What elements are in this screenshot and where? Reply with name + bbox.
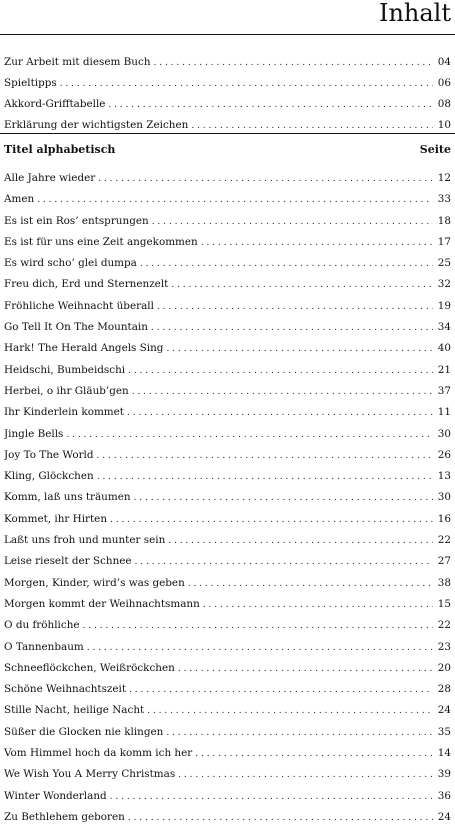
dot-leader (98, 169, 433, 189)
toc-entry-title: Go Tell It On The Mountain (4, 321, 148, 334)
dot-leader (110, 787, 433, 807)
dot-leader (147, 701, 433, 721)
toc-entry (4, 551, 451, 572)
toc-entry-page: 22 (437, 534, 451, 547)
toc-entry-title: Winter Wonderland (4, 789, 107, 802)
toc-entry-title: Laßt uns froh und munter sein (4, 534, 166, 547)
toc-entry-title: Schöne Weihnachtszeit (4, 683, 127, 696)
toc-entry (4, 786, 451, 807)
songs-section-header (4, 141, 451, 159)
dot-leader (154, 53, 433, 73)
toc-entry-title: Herbei, o ihr Gläub’gen (4, 384, 129, 397)
toc-entry (4, 509, 451, 530)
dot-leader (37, 190, 433, 210)
toc-entry-page: 24 (437, 810, 451, 823)
toc-entry-page: 36 (437, 789, 451, 802)
toc-entry-page: 06 (437, 77, 451, 89)
dot-leader (166, 723, 433, 743)
toc-entry (4, 637, 451, 658)
toc-entry-page: 22 (437, 619, 451, 632)
toc-entry-title: Kling, Glöckchen (4, 470, 94, 483)
toc-entry-page: 10 (437, 119, 451, 131)
toc-entry (4, 402, 451, 423)
toc-entry-page: 25 (437, 257, 451, 270)
toc-entry (4, 700, 451, 721)
toc-entry-page: 14 (437, 747, 451, 760)
toc-entry (4, 466, 451, 487)
toc-entry (4, 573, 451, 594)
toc-entry (4, 94, 451, 115)
toc-entry-title: Freu dich, Erd und Sternenzelt (4, 278, 169, 291)
dot-leader (127, 403, 433, 423)
page-title: Inhalt (378, 0, 451, 27)
toc-entry-page: 30 (437, 427, 451, 440)
dot-leader (108, 95, 433, 115)
dot-leader (178, 765, 433, 785)
toc-entry (4, 530, 451, 551)
section-divider (0, 133, 455, 134)
toc-entry-page: 20 (437, 661, 451, 674)
toc-entry-title: Erklärung der wichtigsten Zeichen (4, 119, 189, 131)
toc-entry-page: 15 (437, 597, 451, 610)
toc-entry-page: 19 (437, 299, 451, 312)
dot-leader (135, 552, 433, 572)
toc-entry-title: Akkord-Grifftabelle (4, 98, 106, 110)
toc-entry (4, 594, 451, 615)
toc-entry-title: O Tannenbaum (4, 640, 84, 653)
toc-entry-title: Zu Bethlehem geboren (4, 810, 125, 823)
dot-leader (188, 574, 433, 594)
toc-entry (4, 487, 451, 508)
toc-entry-page: 28 (437, 683, 451, 696)
dot-leader (203, 595, 433, 615)
dot-leader (134, 488, 433, 508)
dot-leader (110, 510, 433, 530)
dot-leader (168, 531, 433, 551)
toc-entry (4, 381, 451, 402)
songs-heading: Titel alphabetisch (4, 143, 116, 156)
toc-entry-page: 26 (437, 448, 451, 461)
toc-entry-title: Kommet, ihr Hirten (4, 512, 108, 525)
toc-entry-title: Jingle Bells (4, 427, 64, 440)
toc-entry-page: 33 (437, 193, 451, 206)
toc-entry-title: Es wird scho’ glei dumpa (4, 257, 137, 270)
toc-entry-title: Amen (4, 193, 35, 206)
toc-entry (4, 274, 451, 295)
toc-entry-page: 23 (437, 640, 451, 653)
toc-entry-title: Joy To The World (4, 448, 94, 461)
toc-entry-page: 18 (437, 214, 451, 227)
toc-entry-page: 27 (437, 555, 451, 568)
top-divider (0, 34, 455, 35)
toc-entry-page: 11 (437, 406, 451, 419)
dot-leader (201, 233, 433, 253)
toc-entry-title: Morgen kommt der Weihnachtsmann (4, 597, 200, 610)
toc-entry-page: 30 (437, 491, 451, 504)
toc-entry-title: O du fröhliche (4, 619, 80, 632)
toc-entry-page: 32 (437, 278, 451, 291)
toc-entry (4, 317, 451, 338)
toc-entry (4, 424, 451, 445)
toc-entry-title: Es ist ein Ros’ entsprungen (4, 214, 149, 227)
toc-entry-title: Vom Himmel hoch da komm ich her (4, 747, 193, 760)
toc-entry-page: 24 (437, 704, 451, 717)
toc-entry-page: 04 (437, 56, 451, 68)
toc-entry-title: We Wish You A Merry Christmas (4, 768, 176, 781)
toc-entry-title: Leise rieselt der Schnee (4, 555, 132, 568)
songs-list (4, 168, 451, 828)
toc-entry-title: Fröhliche Weihnacht überall (4, 299, 154, 312)
toc-entry-page: 17 (437, 235, 451, 248)
toc-entry (4, 360, 451, 381)
toc-entry-page: 08 (437, 98, 451, 110)
dot-leader (129, 680, 433, 700)
toc-entry (4, 764, 451, 785)
toc-entry-title: Komm, laß uns träumen (4, 491, 131, 504)
toc-entry (4, 189, 451, 210)
dot-leader (132, 382, 433, 402)
toc-entry-page: 35 (437, 725, 451, 738)
toc-entry-title: Zur Arbeit mit diesem Buch (4, 56, 151, 68)
toc-entry (4, 615, 451, 636)
toc-entry-page: 16 (437, 512, 451, 525)
toc-entry-title: Stille Nacht, heilige Nacht (4, 704, 145, 717)
toc-entry-title: Es ist für uns eine Zeit angekommen (4, 235, 198, 248)
toc-entry-page: 21 (437, 363, 451, 376)
toc-entry-title: Hark! The Herald Angels Sing (4, 342, 164, 355)
toc-entry-page: 38 (437, 576, 451, 589)
dot-leader (166, 339, 433, 359)
toc-entry-title: Ihr Kinderlein kommet (4, 406, 124, 419)
toc-entry-page: 13 (437, 470, 451, 483)
dot-leader (83, 616, 433, 636)
front-matter-list (4, 52, 451, 136)
toc-entry (4, 722, 451, 743)
toc-entry (4, 743, 451, 764)
toc-entry-page: 12 (437, 172, 451, 184)
toc-entry-title: Morgen, Kinder, wird’s was geben (4, 576, 185, 589)
toc-entry (4, 658, 451, 679)
dot-leader (140, 254, 433, 274)
toc-entry (4, 168, 451, 189)
toc-entry-title: Schneeflöckchen, Weißröckchen (4, 661, 175, 674)
dot-leader (128, 808, 433, 828)
toc-entry-page: 34 (437, 321, 451, 334)
toc-entry (4, 445, 451, 466)
page-column-heading: Seite (419, 143, 451, 156)
toc-entry-title: Heidschi, Bumbeidschi (4, 363, 126, 376)
dot-leader (151, 318, 433, 338)
toc-entry (4, 232, 451, 253)
toc-entry-title: Alle Jahre wieder (4, 172, 96, 184)
toc-entry (4, 807, 451, 828)
toc-entry-page: 39 (437, 768, 451, 781)
dot-leader (66, 425, 433, 445)
toc-entry (4, 296, 451, 317)
dot-leader (195, 744, 433, 764)
toc-entry (4, 211, 451, 232)
toc-entry (4, 338, 451, 359)
dot-leader (87, 638, 433, 658)
dot-leader (97, 446, 433, 466)
toc-entry (4, 679, 451, 700)
toc-entry-page: 40 (437, 342, 451, 355)
toc-entry-page: 37 (437, 384, 451, 397)
toc-entry (4, 253, 451, 274)
dot-leader (171, 275, 433, 295)
toc-entry-title: Spieltipps (4, 77, 57, 89)
dot-leader (60, 74, 433, 94)
toc-entry (4, 52, 451, 73)
toc-entry-title: Süßer die Glocken nie klingen (4, 725, 164, 738)
dot-leader (152, 212, 433, 232)
dot-leader (128, 361, 433, 381)
dot-leader (178, 659, 433, 679)
toc-entry (4, 73, 451, 94)
dot-leader (97, 467, 433, 487)
dot-leader (157, 297, 433, 317)
